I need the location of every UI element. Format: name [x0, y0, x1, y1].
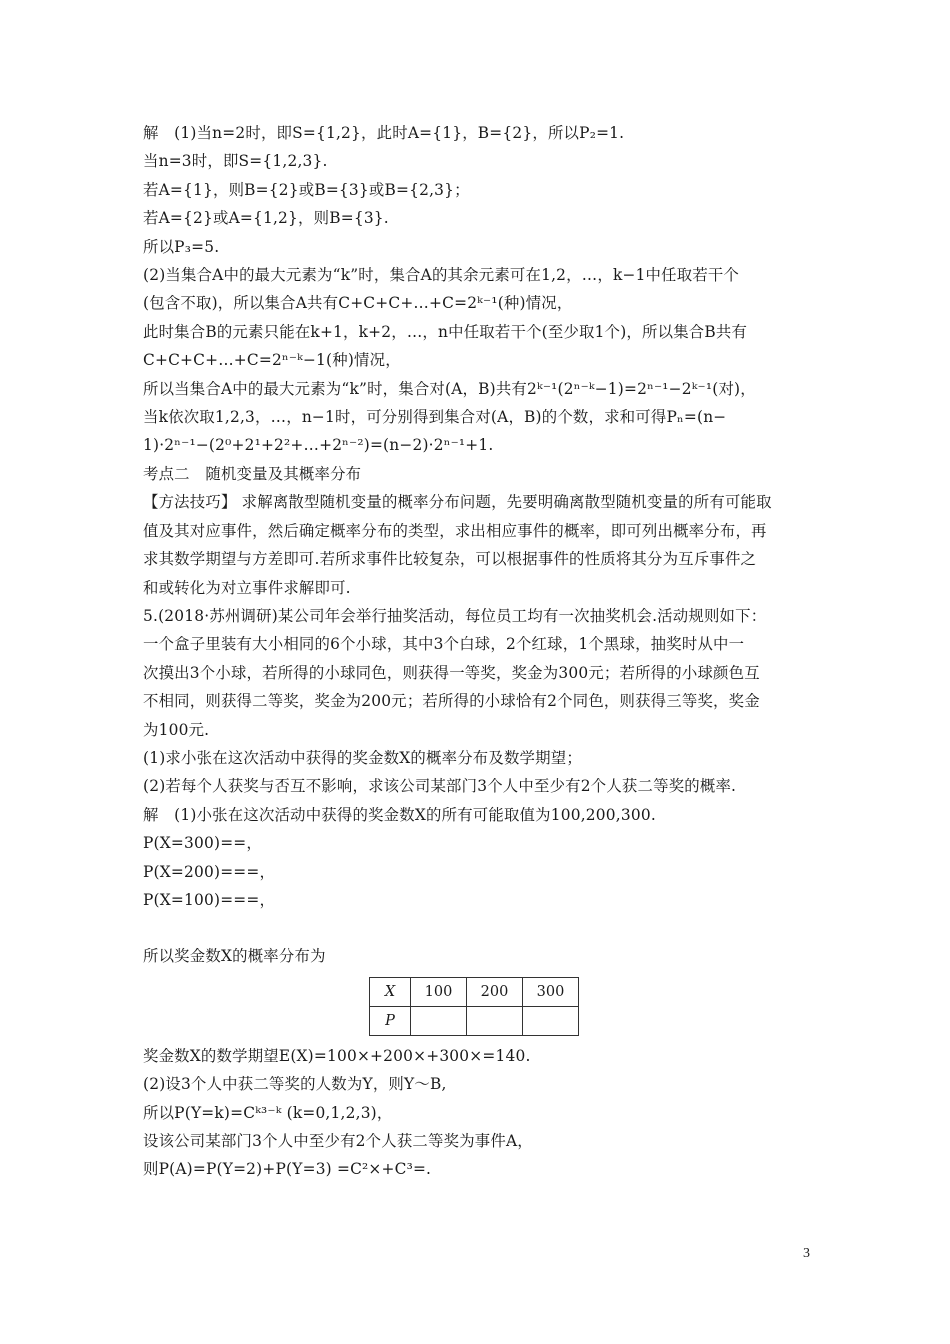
text-line: 为100元. — [143, 720, 210, 739]
page-content — [143, 119, 815, 1184]
text-line: (2)当集合A中的最大元素为“k”时，集合A的其余元素可在1,2，…，k−1中任取若干个 — [143, 266, 740, 285]
table-cell: X — [370, 977, 411, 1006]
text-line: 【方法技巧】 求解离散型随机变量的概率分布问题，先要明确离散型随机变量的所有可能取 — [143, 493, 772, 512]
text-line: 此时集合B的元素只能在k+1，k+2，…，n中任取若干个(至少取1个)，所以集合B共有 — [143, 322, 748, 341]
text-line: P(X=300)==， — [143, 834, 262, 853]
solution-text-bottom — [143, 1042, 815, 1184]
table-row — [370, 1006, 579, 1035]
text-line: 所以P(Y=k)=Cᵏ³⁻ᵏ (k=0,1,2,3)， — [143, 1103, 393, 1122]
text-line: 所以P₃=5. — [143, 237, 220, 256]
text-line: 5.(2018·苏州调研)某公司年会举行抽奖活动，每位员工均有一次抽奖机会.活动规则如下： — [143, 606, 767, 625]
text-line: 则P(A)=P(Y=2)+P(Y=3) =C²×+C³=. — [143, 1160, 432, 1179]
text-line: 若A={2}或A={1,2}，则B={3}. — [143, 209, 389, 228]
table-row — [370, 977, 579, 1006]
table-cell — [523, 1006, 579, 1035]
text-line: 当n=3时，即S={1,2,3}. — [143, 152, 328, 171]
text-line: P(X=200)===， — [143, 862, 276, 881]
text-line: (2)若每个人获奖与否互不影响，求该公司某部门3个人中至少有2个人获二等奖的概率. — [143, 777, 737, 796]
text-line: 1)·2ⁿ⁻¹−(2⁰+2¹+2²+…+2ⁿ⁻²)=(n−2)·2ⁿ⁻¹+1. — [143, 436, 494, 455]
text-line: 一个盒子里装有大小相同的6个小球，其中3个白球，2个红球，1个黑球，抽奖时从中一 — [143, 635, 745, 654]
page-number: 3 — [803, 1246, 810, 1261]
text-line: 和或转化为对立事件求解即可. — [143, 578, 351, 597]
table-cell: 300 — [523, 977, 579, 1006]
solution-text-top — [143, 119, 815, 914]
text-line: 不相同，则获得二等奖，奖金为200元；若所得的小球恰有2个同色，则获得三等奖，奖金 — [143, 692, 760, 711]
text-line: 奖金数X的数学期望E(X)=100×+200×+300×=140. — [143, 1046, 531, 1065]
text-line: (1)求小张在这次活动中获得的奖金数X的概率分布及数学期望； — [143, 748, 582, 767]
text-line: 设该公司某部门3个人中至少有2个人获二等奖为事件A， — [143, 1132, 533, 1150]
text-line: C+C+C+…+C=2ⁿ⁻ᵏ−1(种)情况， — [143, 351, 401, 370]
probability-distribution-table — [369, 977, 579, 1036]
text-line: 解 (1)当n=2时，即S={1,2}，此时A={1}，B={2}，所以P₂=1. — [143, 124, 625, 142]
text-line: 当k依次取1,2,3，…，n−1时，可分别得到集合对(A，B)的个数，求和可得Pₙ=(n− — [143, 408, 727, 427]
table-cell — [411, 1006, 467, 1035]
table-cell — [467, 1006, 523, 1035]
table-cell: P — [370, 1006, 411, 1035]
blank-gap — [143, 914, 815, 942]
text-line: 若A={1}，则B={2}或B={3}或B={2,3}； — [143, 180, 470, 199]
text-line: 解 (1)小张在这次活动中获得的奖金数X的所有可能取值为100,200,300. — [143, 805, 656, 824]
distribution-intro: 所以奖金数X的概率分布为 — [143, 947, 326, 966]
text-line: (2)设3个人中获二等奖的人数为Y，则Y～B, — [143, 1075, 447, 1094]
text-line: (包含不取)，所以集合A共有C+C+C+…+C=2ᵏ⁻¹(种)情况， — [143, 294, 573, 313]
text-line: P(X=100)===， — [143, 890, 276, 909]
text-line: 次摸出3个小球，若所得的小球同色，则获得一等奖，奖金为300元；若所得的小球颜色互 — [143, 663, 760, 682]
table-cell: 100 — [411, 977, 467, 1006]
text-line: 考点二 随机变量及其概率分布 — [143, 464, 362, 483]
text-line: 求其数学期望与方差即可.若所求事件比较复杂，可以根据事件的性质将其分为互斥事件之 — [143, 550, 757, 569]
table-cell: 200 — [467, 977, 523, 1006]
text-line: 所以当集合A中的最大元素为“k”时，集合对(A，B)共有2ᵏ⁻¹(2ⁿ⁻ᵏ−1)=2ⁿ⁻¹−2ᵏ⁻¹(对)， — [143, 379, 756, 398]
text-line: 值及其对应事件，然后确定概率分布的类型，求出相应事件的概率，即可列出概率分布，再 — [143, 521, 767, 540]
